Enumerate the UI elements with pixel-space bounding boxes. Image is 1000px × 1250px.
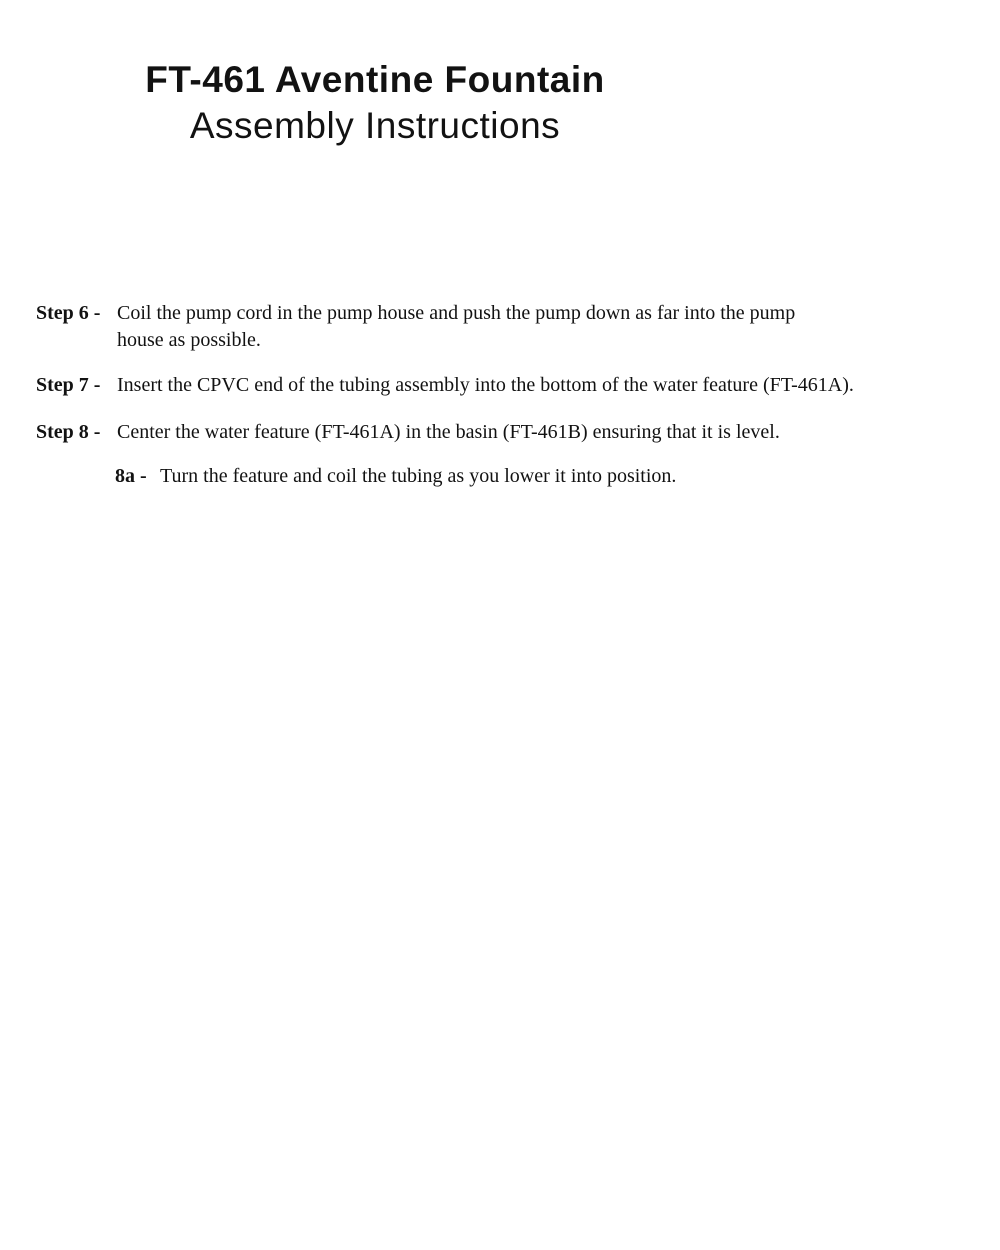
step-8-label: Step 8 - — [36, 421, 101, 443]
step-8a-text: Turn the feature and coil the tubing as you lower it into position. — [160, 465, 677, 487]
step-8a — [115, 463, 981, 490]
document-subtitle: Assembly Instructions — [189, 105, 561, 146]
step-6 — [36, 300, 981, 354]
step-8 — [36, 419, 981, 446]
step-7-text: Insert the CPVC end of the tubing assembly into the bottom of the water feature (FT-461A). — [117, 374, 854, 396]
step-8-text: Center the water feature (FT-461A) in the basin (FT-461B) ensuring that it is level. — [117, 421, 780, 443]
step-6-text-line-2: house as possible. — [117, 329, 261, 351]
document-title-block — [75, 57, 675, 149]
instruction-steps — [36, 300, 981, 490]
step-6-text-line-1: Coil the pump cord in the pump house and push the pump down as far into the pump — [117, 302, 796, 324]
step-7-label: Step 7 - — [36, 374, 101, 396]
document-title: FT-461 Aventine Fountain — [145, 59, 605, 100]
step-6-label: Step 6 - — [36, 302, 101, 324]
step-8a-label: 8a - — [115, 465, 147, 487]
step-7 — [36, 372, 981, 399]
